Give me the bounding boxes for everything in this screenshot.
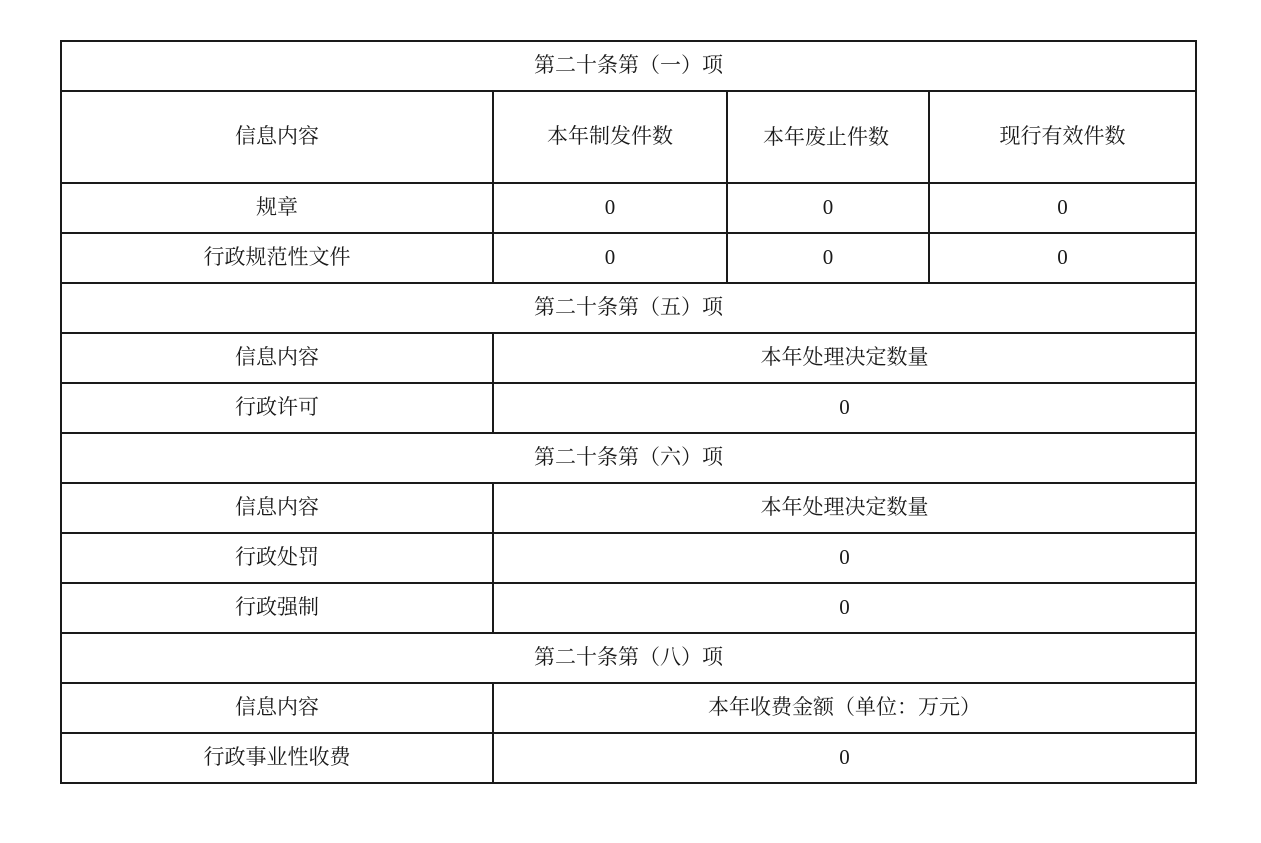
- table-row: [61, 233, 1196, 283]
- cell-value: 0: [493, 533, 1196, 583]
- table-row: [61, 183, 1196, 233]
- row-label: 行政事业性收费: [61, 733, 493, 783]
- cell-value: 0: [493, 733, 1196, 783]
- header-cell: 本年处理决定数量: [493, 333, 1196, 383]
- table-header-row: [61, 333, 1196, 383]
- row-label: 行政处罚: [61, 533, 493, 583]
- header-cell: 本年制发件数: [493, 91, 727, 183]
- cell-value: 0: [929, 183, 1196, 233]
- section-title: 第二十条第（五）项: [61, 283, 1196, 333]
- table-row: [61, 733, 1196, 783]
- row-label: 行政规范性文件: [61, 233, 493, 283]
- cell-value: 0: [929, 233, 1196, 283]
- cell-value: 0: [493, 383, 1196, 433]
- section-title: 第二十条第（六）项: [61, 433, 1196, 483]
- header-cell: 本年收费金额（单位：万元）: [493, 683, 1196, 733]
- row-label: 规章: [61, 183, 493, 233]
- table-header-row: [61, 483, 1196, 533]
- table-header-row: [61, 91, 1196, 183]
- table-row: [61, 383, 1196, 433]
- section-title-row: [61, 283, 1196, 333]
- table-row: [61, 533, 1196, 583]
- section-title-row: [61, 633, 1196, 683]
- table-header-row: [61, 683, 1196, 733]
- table-row: [61, 583, 1196, 633]
- cell-value: 0: [727, 183, 929, 233]
- header-cell: [727, 91, 929, 183]
- header-cell-text: 本年废止件数: [763, 125, 889, 149]
- disclosure-table: [60, 40, 1197, 784]
- cell-value: 0: [493, 583, 1196, 633]
- header-cell: 信息内容: [61, 91, 493, 183]
- section-title: 第二十条第（八）项: [61, 633, 1196, 683]
- cell-value: 0: [493, 233, 727, 283]
- header-cell: 现行有效件数: [929, 91, 1196, 183]
- section-title-row: [61, 433, 1196, 483]
- cell-value: 0: [727, 233, 929, 283]
- header-cell: 信息内容: [61, 483, 493, 533]
- row-label: 行政强制: [61, 583, 493, 633]
- cell-value: 0: [493, 183, 727, 233]
- section-title-row: [61, 41, 1196, 91]
- row-label: 行政许可: [61, 383, 493, 433]
- header-cell: 信息内容: [61, 333, 493, 383]
- header-cell: 本年处理决定数量: [493, 483, 1196, 533]
- header-cell: 信息内容: [61, 683, 493, 733]
- section-title: 第二十条第（一）项: [61, 41, 1196, 91]
